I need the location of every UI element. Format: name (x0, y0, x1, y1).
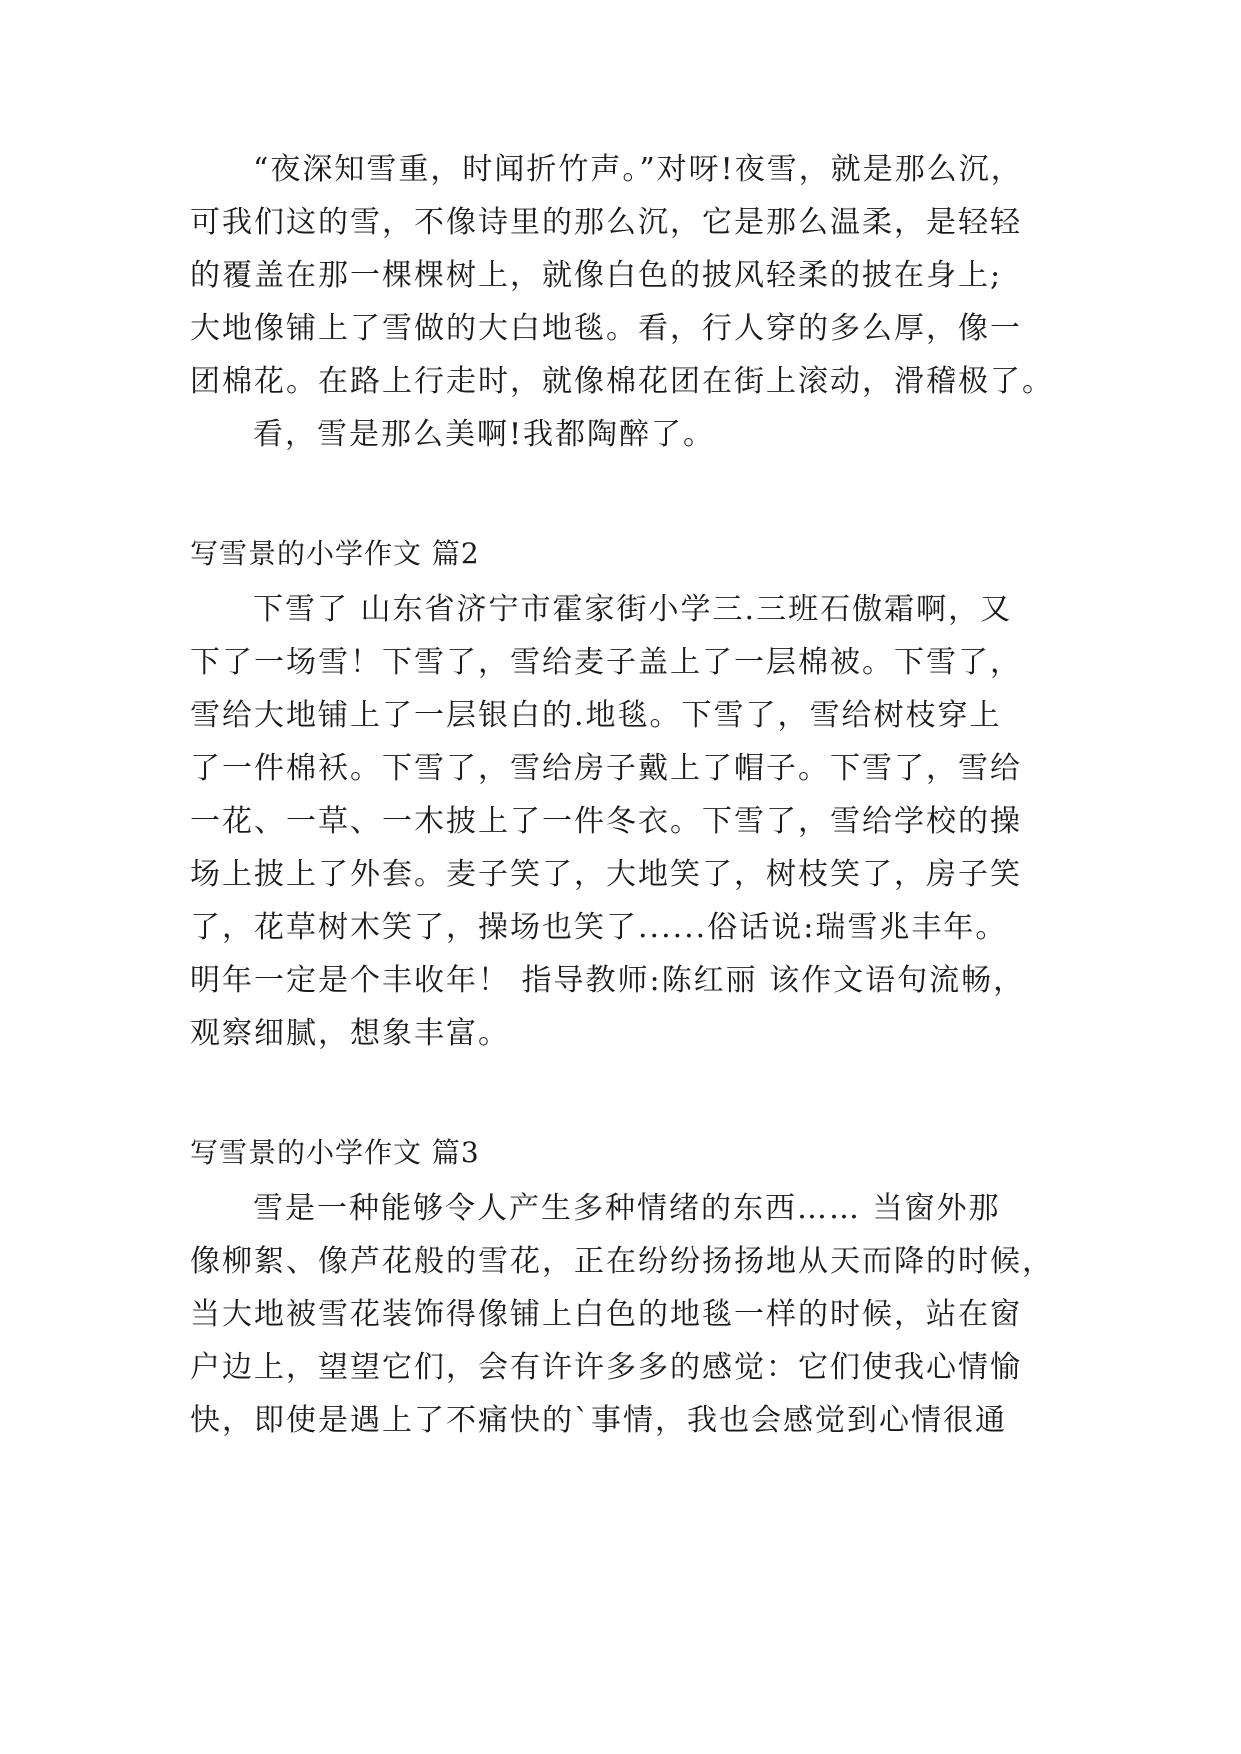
paragraph-line: 雪是一种能够令人产生多种情绪的东西…… 当窗外那 (253, 1191, 1001, 1226)
paragraph-line: 下雪了 山东省济宁市霍家街小学三.三班石傲霜啊，又 (253, 592, 1013, 627)
paragraph-line: “夜深知雪重，时闻折竹声。”对呀!夜雪，就是那么沉， (253, 152, 1023, 187)
paragraph-line: 团棉花。在路上行走时，就像棉花团在街上滚动，滑稽极了。 (190, 364, 1054, 399)
paragraph-line: 看，雪是那么美啊!我都陶醉了。 (253, 417, 716, 452)
paragraph-line: 当大地被雪花装饰得像铺上白色的地毯一样的时候，站在窗 (190, 1297, 1022, 1332)
paragraph-line: 明年一定是个丰收年！ 指导教师:陈红丽 该作文语句流畅， (190, 963, 1026, 998)
paragraph-line: 像柳絮、像芦花般的雪花，正在纷纷扬扬地从天而降的时候， (190, 1244, 1054, 1279)
section-heading: 写雪景的小学作文 篇3 (190, 1136, 480, 1169)
paragraph-line: 一花、一草、一木披上了一件冬衣。下雪了，雪给学校的操 (190, 804, 1022, 839)
paragraph-line: 的覆盖在那一棵棵树上，就像白色的披风轻柔的披在身上; (190, 258, 1003, 293)
paragraph-line: 户边上，望望它们，会有许许多多的感觉：它们使我心情愉 (190, 1350, 1022, 1385)
paragraph-line: 观察细腻，想象丰富。 (190, 1016, 510, 1051)
paragraph-line: 了，花草树木笑了，操场也笑了......俗话说:瑞雪兆丰年。 (190, 910, 1008, 945)
paragraph-line: 了一件棉袄。下雪了，雪给房子戴上了帽子。下雪了，雪给 (190, 751, 1022, 786)
section-heading: 写雪景的小学作文 篇2 (190, 537, 480, 570)
paragraph-line: 大地像铺上了雪做的大白地毯。看，行人穿的多么厚，像一 (190, 311, 1022, 346)
paragraph-line: 快，即使是遇上了不痛快的`事情，我也会感觉到心情很通 (190, 1403, 1007, 1438)
paragraph-line: 雪给大地铺上了一层银白的.地毯。下雪了，雪给树枝穿上 (190, 698, 1002, 733)
paragraph-line: 下了一场雪！下雪了，雪给麦子盖上了一层棉被。下雪了， (190, 645, 1022, 680)
paragraph-line: 场上披上了外套。麦子笑了，大地笑了，树枝笑了，房子笑 (190, 857, 1022, 892)
paragraph-line: 可我们这的雪，不像诗里的那么沉，它是那么温柔，是轻轻 (190, 205, 1022, 240)
